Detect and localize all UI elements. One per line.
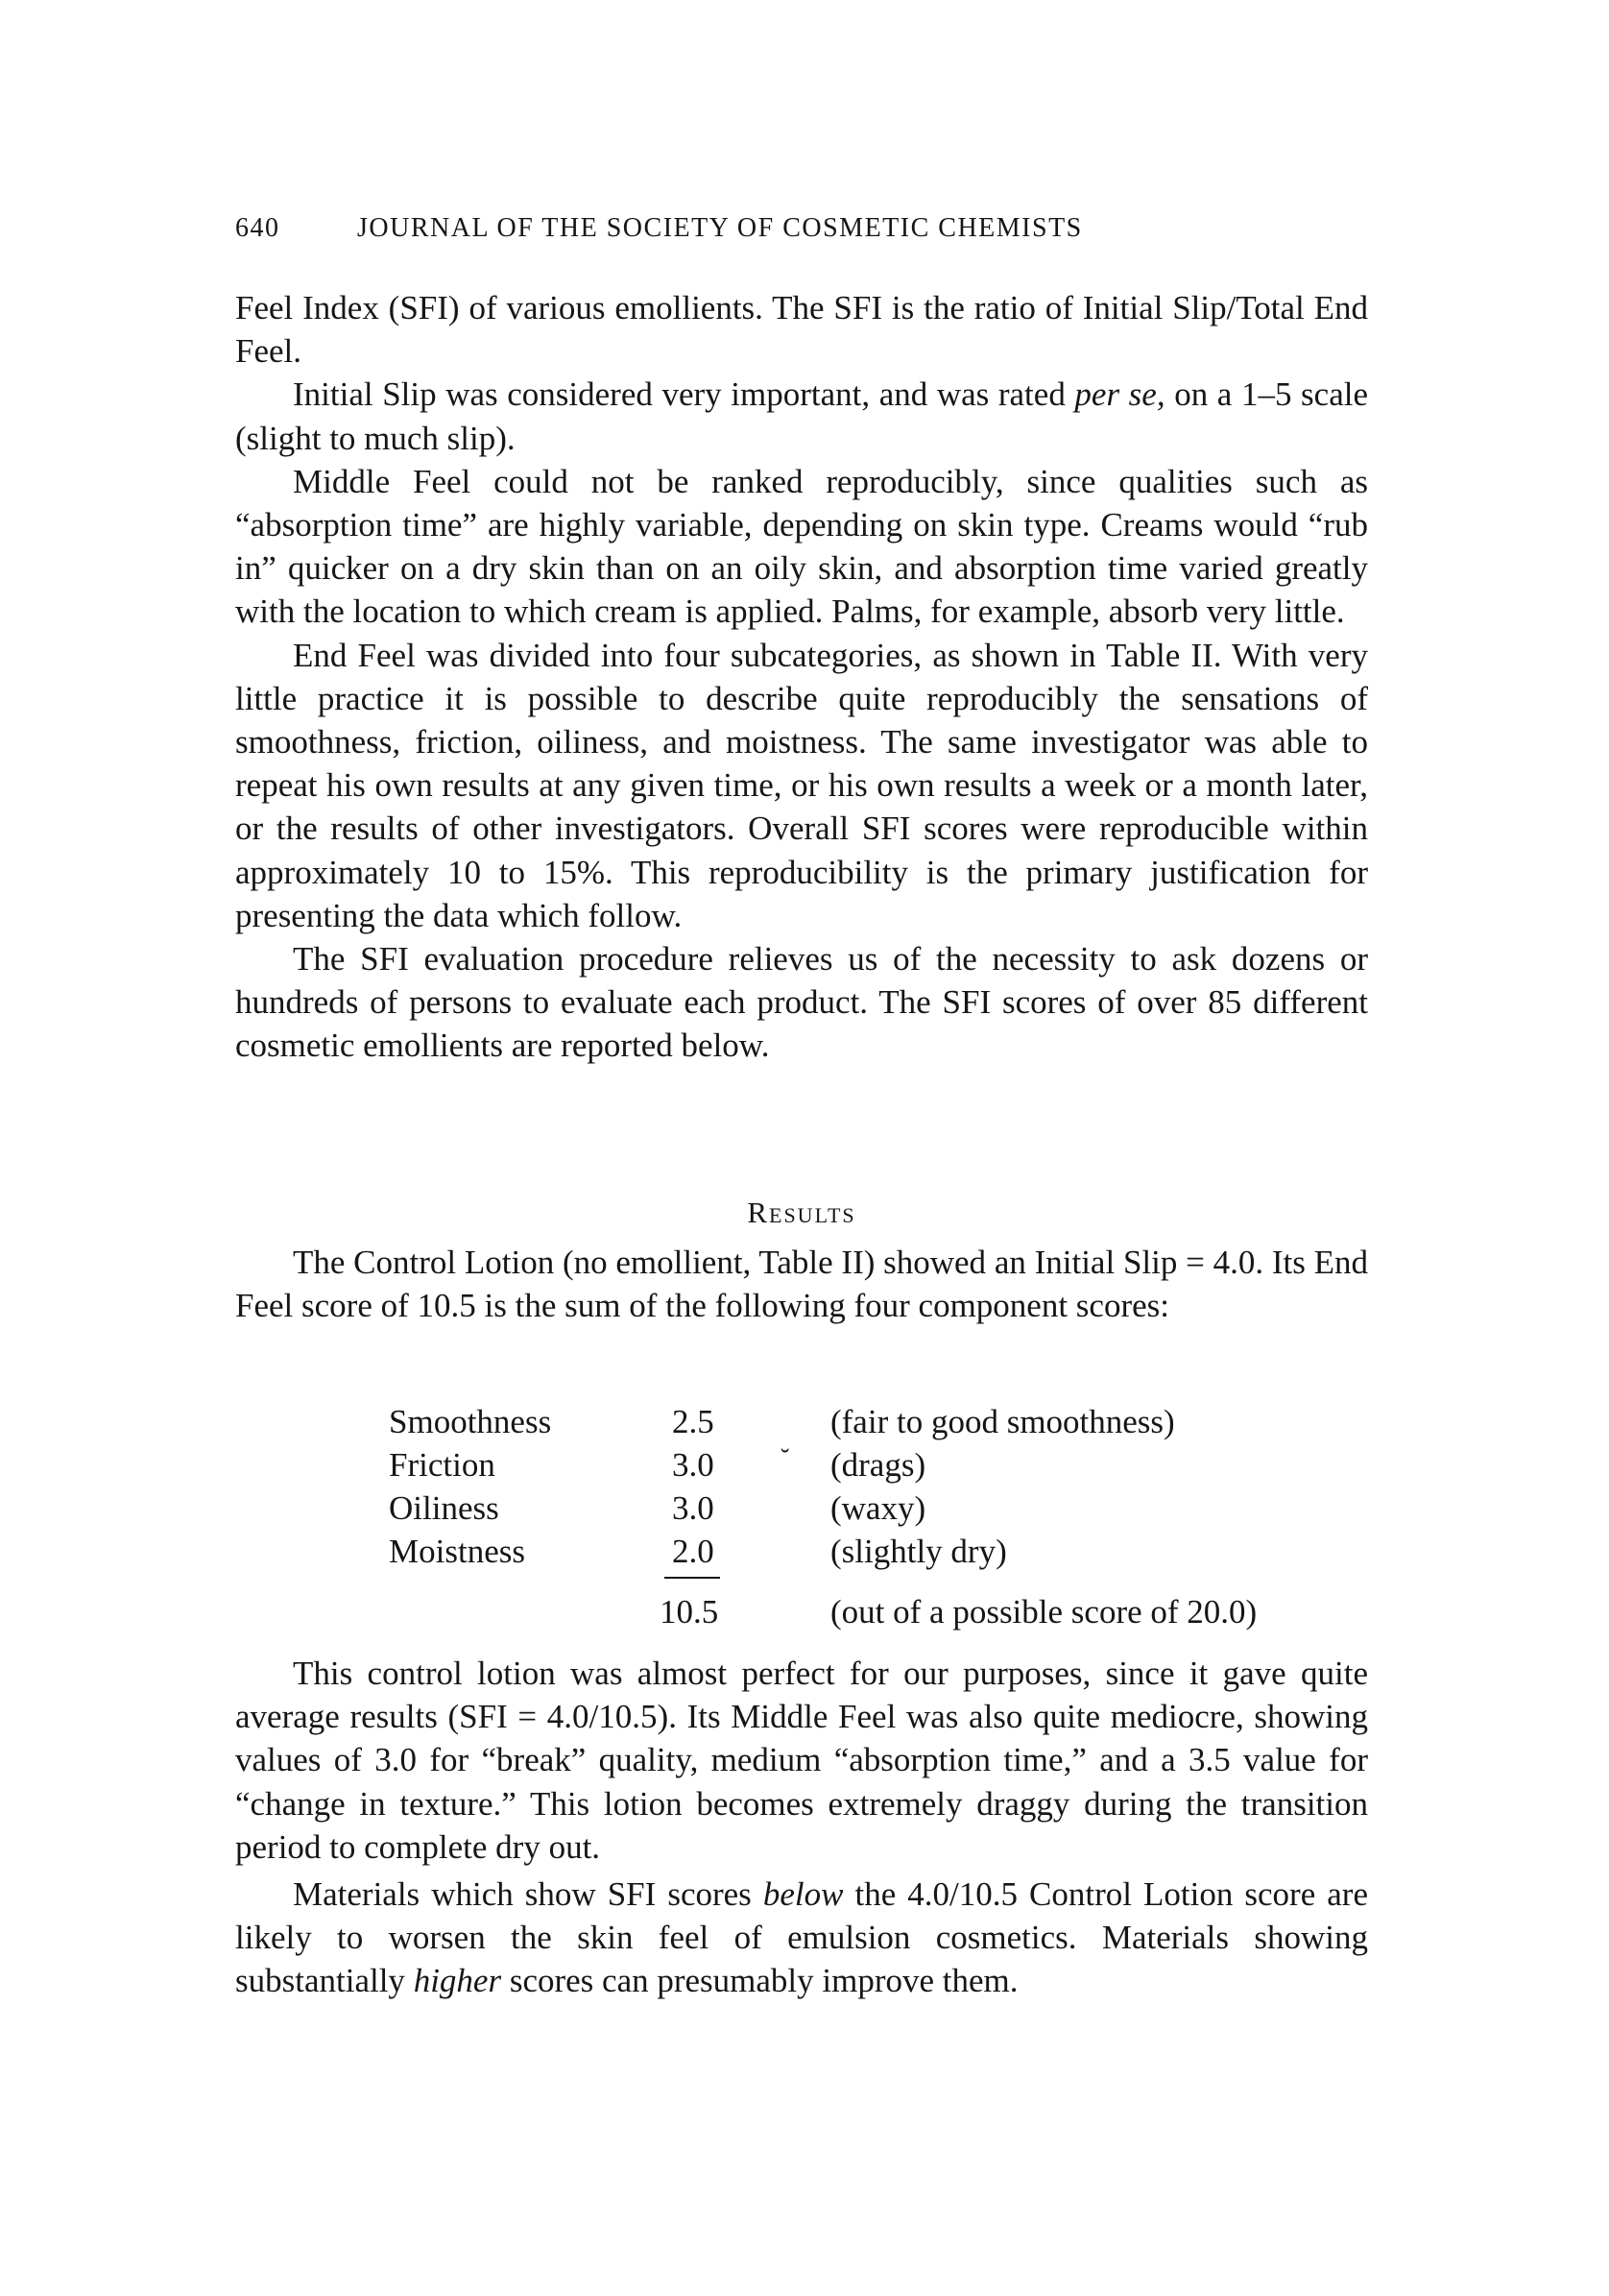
page-number: 640	[235, 213, 280, 243]
journal-title: JOURNAL OF THE SOCIETY OF COSMETIC CHEMISTS	[357, 213, 1083, 243]
score-label: Moistness	[389, 1533, 525, 1570]
results-heading: Results	[747, 1196, 856, 1229]
score-description: (slightly dry)	[830, 1533, 1007, 1570]
score-row	[389, 1530, 1349, 1573]
materials-text-a: Materials which show SFI scores	[293, 1875, 763, 1914]
initial-slip-text-a: Initial Slip was considered very important, and was rated	[293, 375, 1075, 414]
materials-text-c: scores can presumably improve them.	[501, 1962, 1019, 2000]
score-row	[389, 1443, 1349, 1486]
sum-rule	[664, 1577, 720, 1579]
print-mark: ˘	[780, 1444, 790, 1474]
materials-italic-below: below	[762, 1875, 844, 1914]
materials-italic-higher: higher	[413, 1962, 502, 2000]
score-total-description: (out of a possible score of 20.0)	[830, 1593, 1258, 1631]
score-description: (drags)	[830, 1446, 926, 1484]
score-value: 2.5	[672, 1403, 714, 1440]
paragraph-initial-slip	[235, 373, 1368, 459]
score-label: Smoothness	[389, 1403, 552, 1440]
score-table	[389, 1400, 1349, 1573]
score-description: (fair to good smoothness)	[830, 1403, 1175, 1440]
paragraph-end-feel: End Feel was divided into four subcategories, as shown in Table II. With very little practice it is possible to describe quite reproducibly the sensations of smoothness, friction, oiliness, and moistness. The same investigator was able to repeat his own results at any given time, or his own results a week or a month later, or the results of other investigators. Overall SFI scores were reproducible within approximately 10 to 15%. This reproducibility is the primary justification for presenting the data which follow.	[235, 636, 1368, 934]
paragraph-control-lotion: The Control Lotion (no emollient, Table II) showed an Initial Slip = 4.0. Its End Feel score of 10.5 is the sum of the following four component scores:	[235, 1244, 1368, 1325]
paragraph-control-lotion-discussion: This control lotion was almost perfect for our purposes, since it gave quite average results (SFI = 4.0/10.5). Its Middle Feel was also quite mediocre, showing values of 3.0 for “break” quality, medium “absorption time,” and a 3.5 value for “change in texture.” This lotion becomes extremely draggy during the transition period to complete dry out.	[235, 1655, 1368, 1866]
score-row	[389, 1400, 1349, 1443]
intro-section	[235, 286, 1368, 1068]
score-total-row	[389, 1590, 1349, 1633]
score-value: 2.0	[672, 1533, 714, 1570]
score-value: 3.0	[672, 1489, 714, 1527]
score-description: (waxy)	[830, 1489, 926, 1527]
results-discussion	[235, 1652, 1368, 2003]
paragraph-materials-comparison	[235, 1873, 1368, 2003]
materials-text-b: the 4.0/10.5 Control Lotion score are likely to worsen the skin feel of emulsion cosmetics. Materials showing substantially	[235, 1875, 1368, 2000]
results-intro	[235, 1241, 1368, 1327]
score-label: Oiliness	[389, 1489, 499, 1527]
score-row	[389, 1486, 1349, 1530]
initial-slip-text-b: on a 1–5 scale (slight to much slip).	[235, 375, 1368, 457]
score-value: 3.0	[672, 1446, 714, 1484]
paragraph-sfi-procedure: The SFI evaluation procedure relieves us of the necessity to ask dozens or hundreds of persons to evaluate each product. The SFI scores of over 85 different cosmetic emollients are reported below.	[235, 940, 1368, 1065]
initial-slip-italic: per se,	[1074, 375, 1165, 414]
score-total-value: 10.5	[660, 1593, 719, 1631]
score-label: Friction	[389, 1446, 495, 1484]
paragraph-middle-feel: Middle Feel could not be ranked reproducibly, since qualities such as “absorption time” are highly variable, depending on skin type. Creams would “rub in” quicker on a dry skin than on an oily skin, and absorption time varied greatly with the location to which cream is applied. Palms, for example, absorb very little.	[235, 462, 1368, 631]
paragraph-sfi-definition: Feel Index (SFI) of various emollients. The SFI is the ratio of Initial Slip/Total End Feel.	[235, 289, 1368, 371]
running-header	[235, 213, 1387, 252]
